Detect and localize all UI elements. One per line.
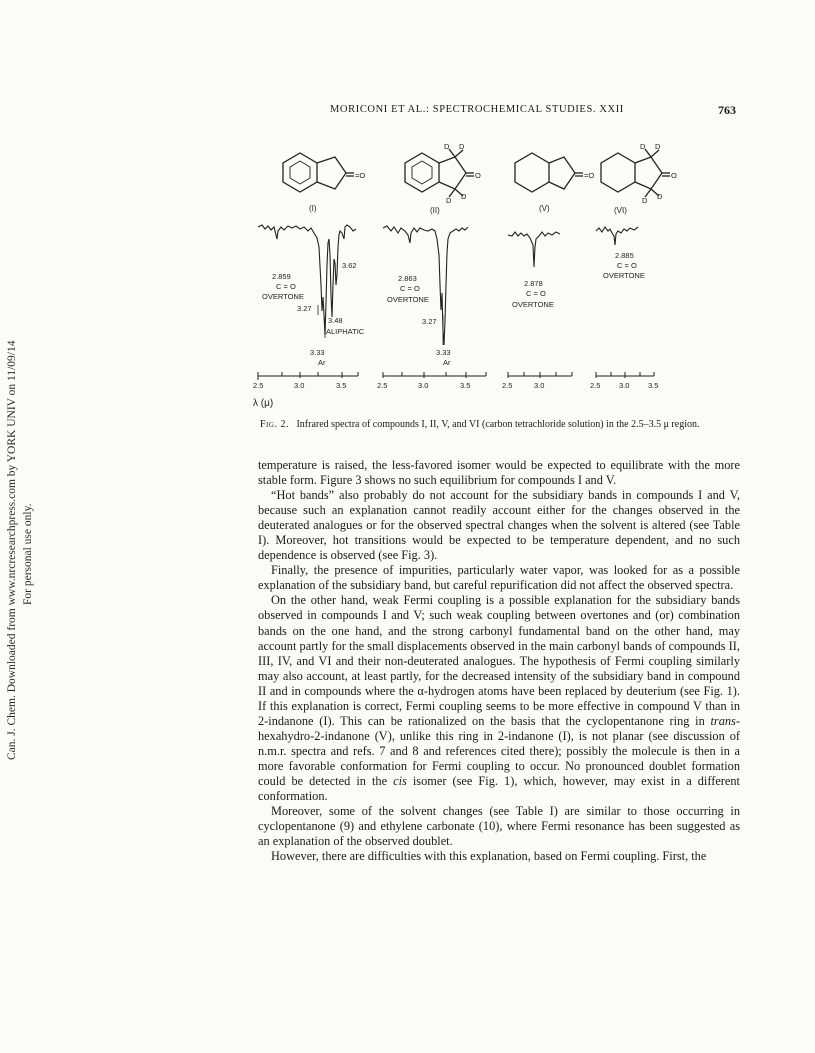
- structure-compound-vi: [601, 149, 670, 197]
- structure-compound-v: [515, 153, 583, 192]
- paragraph-4-part-a: On the other hand, weak Fermi coupling is a possible explanation for the subsidiary bands observed in compounds I and V; such weak coupling between overtones and (or) combination bands on the one hand, and the strong carbonyl fundamental band on the other hand, may account partly for the small displacements observed in the main carbonyl bands of compounds II, III, IV, and VI and their non-deuterated analogues. The hypothesis of Fermi coupling similarly may also account, at least partly, for the decreased intensity of the subsidiary band in compound II and in compounds where the α-hydrogen atoms have been replaced by deuterium (see Fig. 1). If this explanation is correct, Fermi coupling seems to be more effective in compound V than in 2-indanone (I). This can be rationalized on the basis that the cyclopentanone ring in: [258, 593, 740, 728]
- tick-b-1: 3.0: [418, 381, 429, 390]
- deuterium-vi-c: D: [642, 196, 648, 205]
- tick-a-1: 3.0: [294, 381, 305, 390]
- tick-a-2: 3.5: [336, 381, 347, 390]
- carbonyl-o-i: =O: [355, 171, 366, 180]
- label-i-327: 3.27: [297, 304, 312, 313]
- watermark-line-1: Can. J. Chem. Downloaded from www.nrcresearchpress.com by YORK UNIV on 11/09/14: [6, 340, 18, 760]
- label-ii-ar: Ar: [443, 358, 451, 367]
- paragraph-5: Moreover, some of the solvent changes (see Table I) are similar to those occurring in cyclopentanone (9) and ethylene carbonate (10), where Fermi resonance has been suggested as an explanation of the observed doublet.: [258, 804, 740, 849]
- label-vi-overtone: OVERTONE: [603, 271, 645, 280]
- label-ii-327: 3.27: [422, 317, 437, 326]
- label-ii-333: 3.33: [436, 348, 451, 357]
- structure-compound-i: [283, 153, 354, 192]
- tick-c-1: 3.0: [534, 381, 545, 390]
- label-i-362: 3.62: [342, 261, 357, 270]
- label-vi-2885: 2.885: [615, 251, 634, 260]
- spectrum-compound-vi: [596, 227, 638, 245]
- figure-2: [250, 135, 720, 415]
- paragraph-4: [258, 593, 740, 804]
- deuterium-vi-a: D: [640, 142, 646, 151]
- spectrum-compound-ii: [383, 226, 468, 345]
- caption-label: Fig. 2.: [260, 419, 289, 430]
- label-v-overtone: OVERTONE: [512, 300, 554, 309]
- tick-b-0: 2.5: [377, 381, 388, 390]
- label-i-ar: Ar: [318, 358, 326, 367]
- running-head: MORICONI ET AL.: SPECTROCHEMICAL STUDIES. XXII: [330, 104, 624, 115]
- deuterium-ii-c: D: [446, 196, 452, 205]
- deuterium-ii-d: D: [461, 192, 467, 201]
- label-i-2859: 2.859: [272, 272, 291, 281]
- paragraph-6: However, there are difficulties with this explanation, based on Fermi coupling. First, the: [271, 849, 707, 864]
- label-vi-co: C = O: [617, 261, 637, 270]
- paragraph-4-part-c: isomer (see Fig. 1), which, however, may exist in a different conformation.: [258, 773, 740, 804]
- spectra-labels: [262, 251, 645, 367]
- spectra-traces: [258, 225, 638, 345]
- caption-text: Infrared spectra of compounds I, II, V, and VI (carbon tetrachloride solution) in the 2.5–3.5 μ region.: [296, 419, 700, 430]
- body-text: [258, 458, 740, 864]
- label-i-co: C = O: [276, 282, 296, 291]
- tick-b-2: 3.5: [460, 381, 471, 390]
- label-i-overtone: OVERTONE: [262, 292, 304, 301]
- paragraph-3: Finally, the presence of impurities, particularly water vapor, was looked for as a possible explanation of the subsidiary band, but careful repurification did not affect the observed spectra.: [258, 563, 740, 593]
- label-i-aliphatic: ALIPHATIC: [326, 327, 365, 336]
- tick-d-1: 3.0: [619, 381, 630, 390]
- compound-label-ii: (II): [430, 206, 440, 215]
- wavelength-axes: [258, 372, 654, 380]
- compound-label-v: (V): [539, 204, 550, 213]
- tick-d-2: 3.5: [648, 381, 659, 390]
- label-ii-2863: 2.863: [398, 274, 417, 283]
- italic-cis: cis: [393, 773, 407, 788]
- spectrum-compound-v: [508, 232, 560, 267]
- label-i-348: 3.48: [328, 316, 343, 325]
- figure-caption: [260, 419, 742, 432]
- paragraph-2: “Hot bands” also probably do not account for the subsidiary bands in compounds I and V, because such an explanation cannot readily account either for the changes observed in the deuterated analogues or for the observed spectral changes when the solvent is altered (see Table I). Moreover, hot transitions would be expected to be temperature dependent, and no such dependence is observed (see Fig. 3).: [258, 488, 740, 563]
- watermark-line-2: For personal use only.: [22, 503, 34, 605]
- compound-label-i: (I): [309, 204, 317, 213]
- ir-spectra-figure: [250, 135, 720, 415]
- label-v-2878: 2.878: [524, 279, 543, 288]
- carbonyl-o-v: =O: [584, 171, 595, 180]
- label-v-co: C = O: [526, 289, 546, 298]
- tick-a-0: 2.5: [253, 381, 264, 390]
- label-ii-overtone: OVERTONE: [387, 295, 429, 304]
- carbonyl-o-vi: O: [671, 171, 677, 180]
- page-number: 763: [718, 103, 736, 117]
- structure-compound-ii: [405, 149, 474, 197]
- italic-trans: trans: [710, 713, 736, 728]
- tick-c-0: 2.5: [502, 381, 513, 390]
- deuterium-vi-d: D: [657, 192, 663, 201]
- label-ii-co: C = O: [400, 284, 420, 293]
- deuterium-ii-a: D: [444, 142, 450, 151]
- paragraph-4-part-b: -hexahydro-2-indanone (V), unlike this ring in 2-indanone (I), is not planar (see discussion of n.m.r. spectra and refs. 7 and 8 and references cited there); possibly the molecule is then in a more favorable conformation for Fermi coupling to occur. No pronounced doublet formation could be detected in the: [258, 713, 740, 788]
- tick-d-0: 2.5: [590, 381, 601, 390]
- carbonyl-o-ii: O: [475, 171, 481, 180]
- axis-tick-labels: [253, 381, 658, 409]
- axis-label-wavelength: λ (μ): [253, 398, 274, 409]
- compound-label-vi: (VI): [614, 206, 627, 215]
- structure-labels: [309, 142, 677, 215]
- download-watermark: [2, 295, 50, 760]
- deuterium-vi-b: D: [655, 142, 661, 151]
- deuterium-ii-b: D: [459, 142, 465, 151]
- label-i-333: 3.33: [310, 348, 325, 357]
- paragraph-1: temperature is raised, the less-favored isomer would be expected to equilibrate with the more stable form. Figure 3 shows no such equilibrium for compounds I and V.: [258, 458, 740, 488]
